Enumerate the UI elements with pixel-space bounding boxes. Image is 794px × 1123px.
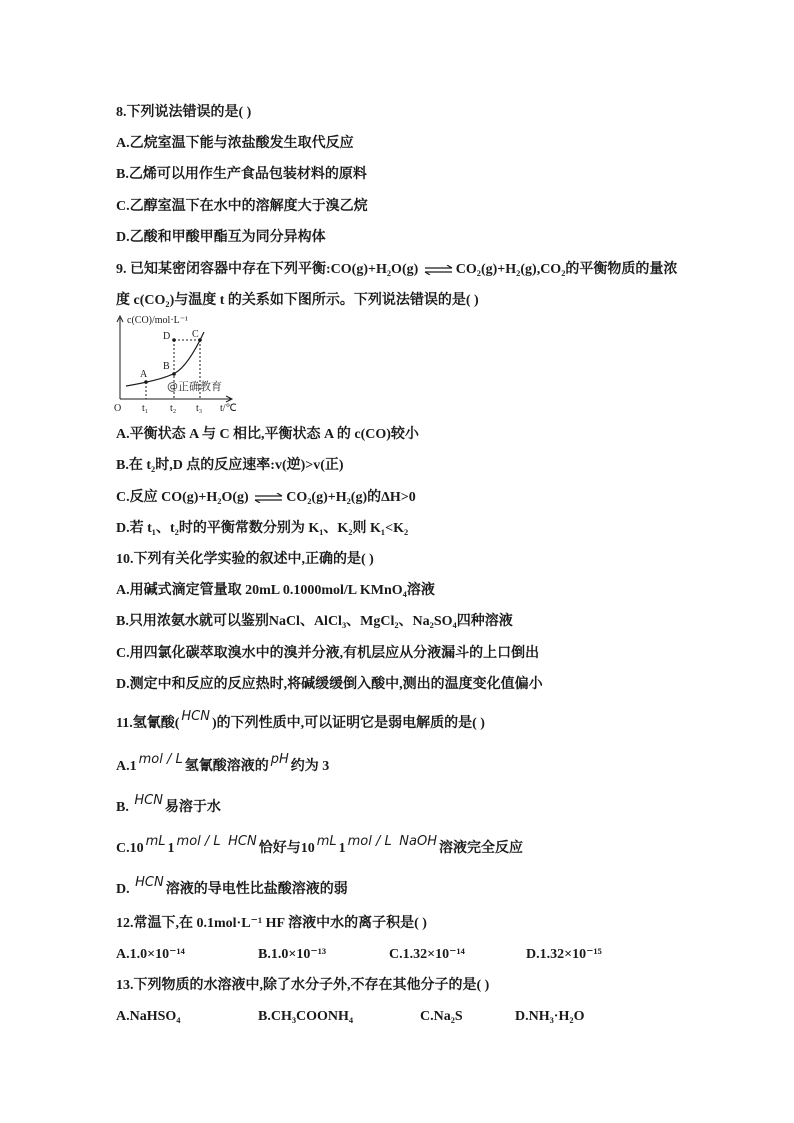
q13-stem: 13.下列物质的水溶液中,除了水分子外,不存在其他分子的是( ): [116, 978, 490, 993]
point-a-label: A: [140, 369, 148, 380]
equilibrium-arrow-icon: [424, 265, 454, 275]
q11-a-ph: pH: [270, 752, 289, 767]
q13-option-b[interactable]: B.CH₃COONH₄: [258, 1009, 354, 1024]
q11-b-post: 易溶于水: [164, 800, 221, 815]
q9-equation-rhs: CO₂(g)+H₂(g),CO₂的平衡物质的量浓: [455, 262, 678, 277]
chart-ylabel: c(CO)/mol·L⁻¹: [127, 315, 189, 326]
q10-stem: 10.下列有关化学实验的叙述中,正确的是( ): [116, 552, 374, 567]
chart-origin: O: [114, 403, 122, 414]
q8-option-a[interactable]: A.乙烷室温下能与浓盐酸发生取代反应: [116, 136, 354, 151]
equilibrium-arrow-icon: [254, 493, 284, 503]
q11-option-b[interactable]: [116, 793, 221, 817]
q11-c-ml1: mL: [145, 834, 166, 849]
q11-c-pre: C.10: [116, 841, 144, 856]
q10-option-c[interactable]: C.用四氯化碳萃取溴水中的溴并分液,有机层应从分液漏斗的上口倒出: [116, 646, 540, 661]
equilibrium-chart: [112, 312, 246, 416]
chart-xlabel: t/℃: [220, 403, 237, 414]
q11-option-a[interactable]: [116, 752, 330, 776]
x-tick-t2: t₂: [170, 403, 177, 414]
q11-a-unit: mol / L: [138, 752, 183, 767]
q12-stem: 12.常温下,在 0.1mol·L⁻¹ HF 溶液中水的离子积是( ): [116, 916, 427, 931]
q9-stem-line1: [116, 261, 677, 279]
q10-option-d[interactable]: D.测定中和反应的反应热时,将碱缓缓倒入酸中,测出的温度变化值偏小: [116, 677, 543, 692]
q10-option-b[interactable]: B.只用浓氨水就可以鉴别NaCl、AlCl₃、MgCl₂、Na₂SO₄四种溶液: [116, 614, 513, 629]
point-a-marker: [144, 380, 148, 384]
q11-d-hcn: HCN: [135, 875, 164, 890]
point-d-label: D: [163, 331, 171, 342]
chart-watermark: @正确教育: [167, 380, 222, 393]
q11-stem-pre: 11.氢氰酸(: [116, 716, 180, 731]
q9-equation-lhs: CO(g)+H₂O(g): [330, 262, 419, 277]
q11-hcn: HCN: [181, 709, 210, 724]
q11-option-d[interactable]: [116, 875, 348, 899]
q9-option-c[interactable]: [116, 489, 416, 507]
q9-option-d[interactable]: D.若 t₁、t₂时的平衡常数分别为 K₁、K₂则 K₁<K₂: [116, 521, 409, 536]
q11-stem-post: )的下列性质中,可以证明它是弱电解质的是( ): [211, 716, 485, 731]
q8-option-d[interactable]: D.乙酸和甲酸甲酯互为同分异构体: [116, 230, 326, 245]
q9-option-c-rhs: CO₂(g)+H₂(g)的ΔH>0: [286, 490, 416, 505]
q9-stem-line2: 度 c(CO₂)与温度 t 的关系如下图所示。下列说法错误的是( ): [116, 293, 479, 308]
q12-option-c[interactable]: C.1.32×10⁻¹⁴: [389, 947, 465, 962]
x-tick-t3: t₃: [196, 403, 203, 414]
q13-option-d[interactable]: D.NH₃·H₂O: [515, 1009, 585, 1024]
q9-option-c-lhs: C.反应 CO(g)+H₂O(g): [116, 490, 249, 505]
point-b-label: B: [163, 361, 170, 372]
q11-a-post: 约为 3: [290, 759, 330, 774]
q11-c-one1: 1: [167, 841, 175, 856]
q11-b-hcn: HCN: [134, 793, 163, 808]
q11-b-pre: B.: [116, 800, 129, 815]
q11-c-naoh: NaOH: [399, 834, 437, 849]
q8-option-b[interactable]: B.乙烯可以用作生产食品包装材料的原料: [116, 167, 367, 182]
q10-option-a[interactable]: A.用碱式滴定管量取 20mL 0.1000mol/L KMnO₄溶液: [116, 583, 435, 598]
q11-c-unit2: mol / L: [347, 834, 392, 849]
q12-option-d[interactable]: D.1.32×10⁻¹⁵: [526, 947, 602, 962]
q12-option-a[interactable]: A.1.0×10⁻¹⁴: [116, 947, 185, 962]
q11-c-one2: 1: [338, 841, 346, 856]
q9-option-a[interactable]: A.平衡状态 A 与 C 相比,平衡状态 A 的 c(CO)较小: [116, 427, 419, 442]
q11-c-ml2: mL: [316, 834, 337, 849]
q11-a-mid: 氢氰酸溶液的: [184, 759, 269, 774]
point-d-marker: [172, 338, 176, 342]
q11-stem: [116, 709, 485, 733]
q8-option-c[interactable]: C.乙醇室温下在水中的溶解度大于溴乙烷: [116, 199, 368, 214]
q11-c-post: 溶液完全反应: [438, 841, 523, 856]
point-c-label: C: [192, 329, 199, 340]
q11-d-pre: D.: [116, 882, 130, 897]
x-tick-t1: t₁: [142, 403, 149, 414]
q12-option-b[interactable]: B.1.0×10⁻¹³: [258, 947, 327, 962]
q11-c-mid: 恰好与10: [258, 841, 315, 856]
point-c-marker: [198, 338, 202, 342]
q11-d-post: 溶液的导电性比盐酸溶液的弱: [165, 882, 348, 897]
q8-stem: 8.下列说法错误的是( ): [116, 105, 252, 120]
point-b-marker: [172, 372, 176, 376]
q9-option-b[interactable]: B.在 t₂时,D 点的反应速率:v(逆)>v(正): [116, 458, 344, 473]
q11-a-pre: A.1: [116, 759, 137, 774]
q11-option-c[interactable]: [116, 834, 523, 858]
q13-option-a[interactable]: A.NaHSO₄: [116, 1009, 181, 1024]
q9-stem-text: 9. 已知某密闭容器中存在下列平衡:: [116, 262, 331, 277]
q13-option-c[interactable]: C.Na₂S: [420, 1009, 463, 1024]
q11-c-unit1: mol / L: [176, 834, 221, 849]
q11-c-hcn: HCN: [228, 834, 257, 849]
